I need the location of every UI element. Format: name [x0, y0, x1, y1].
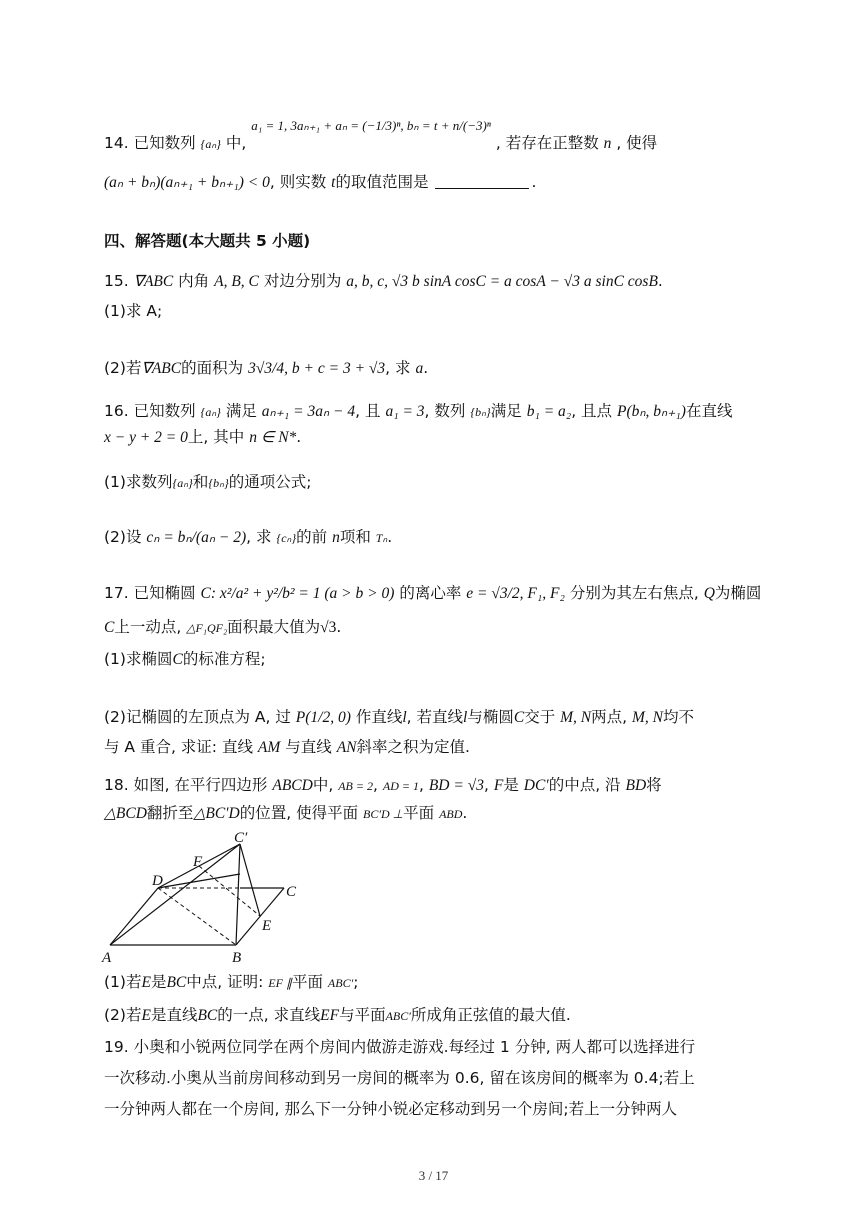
q18-text: , — [418, 776, 424, 794]
q18-E: E — [141, 1007, 151, 1024]
q14-line1 — [104, 118, 658, 152]
q18-ABCp: ABC′ — [327, 976, 354, 990]
q18-F: F — [493, 777, 504, 794]
edge-ACp — [110, 844, 240, 945]
q17-triangle: △F₁QF₂ — [186, 621, 228, 635]
q15-text: , 求 — [385, 359, 411, 377]
q15-text: . — [657, 272, 663, 290]
q18-text: 与平面 — [339, 1006, 386, 1024]
q17-C: C — [104, 619, 115, 636]
q15-angles: A, B, C — [214, 273, 259, 290]
q16-text: 16. 已知数列 — [104, 402, 196, 420]
q16-text: 的通项公式; — [228, 473, 312, 491]
q16-line2 — [104, 430, 301, 446]
q18-text: 中点, 证明: — [186, 973, 264, 991]
q18-BD-label: BD — [625, 777, 647, 794]
q18-BC: BC — [197, 1007, 218, 1024]
q17-line1 — [104, 586, 761, 602]
q18-figure — [100, 830, 330, 970]
q16-Tn: Tₙ — [375, 531, 388, 545]
q17-AN: AN — [336, 739, 357, 756]
q16-text: 满足 — [490, 402, 522, 420]
q17-text: . — [336, 618, 342, 636]
q16-text: 项和 — [339, 528, 371, 546]
label-Cp: C′ — [234, 830, 248, 846]
q16-text: 的前 — [296, 528, 328, 546]
section-heading: 四、解答题(本大题共 5 小题) — [104, 232, 311, 250]
q16-text: (2)设 — [104, 528, 142, 546]
q17-text: 的标准方程; — [182, 650, 266, 668]
q16-text: 满足 — [225, 402, 257, 420]
q16-text: 和 — [192, 473, 209, 491]
q18-text: 18. 如图, 在平行四边形 — [104, 776, 268, 794]
q17-text: 两点, — [591, 708, 628, 726]
q18-text: 的位置, 使得平面 — [239, 804, 359, 822]
q14-text: 中, — [225, 134, 247, 152]
q18-E: E — [141, 974, 151, 991]
q17-text: 与直线 — [285, 738, 332, 756]
q16-text: 在直线 — [685, 402, 733, 420]
q16-part2 — [104, 530, 392, 546]
q15-text: 15. — [104, 272, 134, 290]
q18-text: 翻折至 — [146, 804, 194, 822]
q18-text: (2)若 — [104, 1006, 142, 1024]
label-A: A — [102, 950, 112, 966]
q18-plane-ABD: ABD — [439, 807, 463, 821]
q15-line1 — [104, 274, 663, 290]
q14-n: n — [603, 135, 612, 152]
q17-text: 作直线 — [355, 708, 403, 726]
q17-text: (2)记椭圆的左顶点为 A, 过 — [104, 708, 291, 726]
q16-n-set: n ∈ N* — [249, 429, 297, 446]
q18-AD: AD = 1 — [382, 779, 419, 793]
q19-line2: 一次移动.小奥从当前房间移动到另一房间的概率为 0.6, 留在该房间的概率为 0.4;若上 — [104, 1069, 695, 1087]
q15-triangle: ∇ABC — [133, 273, 174, 290]
q17-MN: M, N — [560, 709, 592, 726]
q15-equation: a, b, c, √3 b sinA cosC = a cosA − √3 a sinC cosB — [346, 273, 658, 290]
q17-text: 分别为其左右焦点, — [569, 584, 699, 602]
q14-text: , 若存在正整数 — [495, 134, 599, 152]
q16-part1 — [104, 475, 312, 491]
label-C: C — [286, 884, 297, 900]
q16-seq-b: {bₙ} — [208, 476, 229, 490]
q17-text: 为椭圆 — [714, 584, 762, 602]
q16-seq-a: {aₙ} — [172, 476, 193, 490]
q16-text: , 求 — [246, 528, 272, 546]
q14-seq-a: {aₙ} — [200, 137, 221, 151]
edge-AD — [110, 888, 158, 945]
q17-C: C — [172, 651, 183, 668]
q17-l: l — [402, 709, 407, 726]
q17-text: 上一动点, — [114, 618, 182, 636]
q15-triangle: ∇ABC — [141, 360, 182, 377]
q15-text: 内角 — [178, 272, 210, 290]
q16-text: . — [387, 528, 393, 546]
q17-line2 — [104, 620, 341, 636]
q18-tri-BCD: △BCD — [104, 805, 147, 822]
q17-Q: Q — [703, 585, 715, 602]
q17-point-P: P(1/2, 0) — [295, 709, 351, 726]
q17-line3 — [104, 740, 470, 756]
answer-blank — [435, 188, 529, 189]
q18-BC: BC — [166, 974, 187, 991]
q17-text: 面积最大值为 — [227, 618, 321, 636]
q16-seq-b: {bₙ} — [470, 405, 491, 419]
q16-text: , 且点 — [571, 402, 613, 420]
q16-text: (1)求数列 — [104, 473, 173, 491]
q15-part2 — [104, 361, 428, 377]
edge-CpE — [240, 844, 260, 916]
q16-recurrence: aₙ₊₁ = 3aₙ − 4 — [261, 403, 356, 420]
page-number: 3 / 17 — [418, 1168, 449, 1183]
q15-text: 对边分别为 — [263, 272, 342, 290]
q16-line-eq: x − y + 2 = 0 — [104, 429, 188, 446]
q18-BD: BD = √3 — [428, 777, 484, 794]
q15-a: a — [415, 360, 424, 377]
q18-text: ; — [353, 973, 359, 991]
q17-text: 交于 — [524, 708, 556, 726]
q16-cn: cₙ = bₙ/(aₙ − 2) — [146, 529, 247, 546]
q17-text: 17. 已知椭圆 — [104, 584, 196, 602]
q17-text: 均不 — [663, 708, 695, 726]
q18-line1 — [104, 778, 662, 794]
q18-plane-BCpD: BC′D ⊥ — [363, 807, 404, 821]
q16-seq-a: {aₙ} — [200, 405, 221, 419]
q14-text: 的取值范围是 — [335, 173, 429, 191]
q18-text: 所成角正弦值的最大值. — [410, 1006, 571, 1024]
q18-ABCD: ABCD — [272, 777, 313, 794]
q15-part1: (1)求 A; — [104, 302, 163, 320]
q18-ABCp: ABC′ — [385, 1009, 411, 1023]
q18-text: 是 — [503, 776, 519, 794]
q18-part2: (2)若E是直线BC的一点, 求直线EF与平面ABC′所成角正弦值的最大值. — [104, 1006, 571, 1024]
q18-text: 平面 — [291, 973, 323, 991]
q14-line2 — [104, 175, 536, 191]
q18-text: 是直线 — [150, 1006, 198, 1024]
q17-ellipse: C: x²/a² + y²/b² = 1 (a > b > 0) — [200, 585, 395, 602]
q14-text: , 使得 — [616, 134, 658, 152]
q19-line3: 一分钟两人都在一个房间, 那么下一分钟小锐必定移动到另一个房间;若上一分钟两人 — [104, 1100, 678, 1118]
q17-part2 — [104, 710, 694, 726]
q16-seq-c: {cₙ} — [276, 531, 297, 545]
label-F: F — [193, 854, 203, 870]
q17-AM: AM — [257, 739, 281, 756]
q18-text: 是 — [150, 973, 167, 991]
q18-text: 平面 — [403, 804, 435, 822]
q17-sqrt3: √3 — [320, 619, 337, 636]
q17-text: , 若直线 — [406, 708, 464, 726]
q15-text: 的面积为 — [181, 359, 244, 377]
q18-line2 — [104, 806, 467, 822]
q17-eccentricity: e = √3/2, F₁, F₂ — [466, 585, 565, 602]
q14-t: t — [331, 174, 336, 191]
q18-DC: DC′ — [523, 777, 549, 794]
q18-text: 中, — [312, 776, 334, 794]
q17-MN: M, N — [632, 709, 664, 726]
q18-text: 的一点, 求直线 — [217, 1006, 321, 1024]
q18-text: (1)若 — [104, 973, 142, 991]
q16-b1: b₁ = a₂ — [526, 403, 572, 420]
q18-text: , — [483, 776, 489, 794]
q17-l: l — [463, 709, 468, 726]
q17-text: 斜率之积为定值. — [356, 738, 470, 756]
q14-text: 14. 已知数列 — [104, 134, 196, 152]
q15-text: . — [423, 359, 429, 377]
q17-text: 与 A 重合, 求证: 直线 — [104, 738, 253, 756]
q17-C: C — [513, 709, 525, 726]
q19-line1: 19. 小奥和小锐两位同学在两个房间内做游走游戏.每经过 1 分钟, 两人都可以选择进行 — [104, 1038, 696, 1056]
label-B: B — [232, 950, 242, 966]
q16-text: . — [296, 428, 302, 446]
q16-line1 — [104, 404, 732, 420]
q18-AB: AB = 2 — [338, 779, 373, 793]
q17-text: 的离心率 — [399, 584, 462, 602]
edge-BC — [236, 888, 284, 945]
q17-part1 — [104, 652, 266, 668]
q16-n-var: n — [332, 529, 340, 546]
q14-formula: a₁ = 1, 3aₙ₊₁ + aₙ = (−1/3)ⁿ, bₙ = t + n/(−3)ⁿ — [251, 118, 491, 133]
label-E: E — [262, 918, 272, 934]
q18-text: . — [462, 804, 468, 822]
q18-EF: EF ∥ — [268, 976, 292, 990]
q16-text: , 数列 — [424, 402, 466, 420]
q15-area: 3√3/4, b + c = 3 + √3 — [248, 360, 386, 377]
edge-BCp — [236, 844, 240, 945]
q16-text: 上, 其中 — [187, 428, 245, 446]
label-D: D — [152, 873, 163, 889]
edge-FE-dashed — [199, 866, 260, 916]
q14-text: , 则实数 — [269, 173, 327, 191]
q18-tri-BCpD: △BC′D — [193, 805, 240, 822]
q16-a1: a₁ = 3 — [385, 403, 425, 420]
q18-text: 将 — [646, 776, 662, 794]
q14-text: . — [531, 173, 537, 191]
q14-inequality: (aₙ + bₙ)(aₙ₊₁ + bₙ₊₁) < 0 — [104, 174, 270, 191]
q16-point: P(bₙ, bₙ₊₁) — [616, 403, 686, 420]
q15-text: (2)若 — [104, 359, 142, 377]
q18-part1 — [104, 975, 358, 991]
q16-text: , 且 — [355, 402, 381, 420]
q17-text: 与椭圆 — [467, 708, 514, 726]
q17-text: (1)求椭圆 — [104, 650, 173, 668]
q18-text: 的中点, 沿 — [548, 776, 621, 794]
q18-text: , — [372, 776, 378, 794]
edge-DB-dashed — [158, 888, 236, 945]
